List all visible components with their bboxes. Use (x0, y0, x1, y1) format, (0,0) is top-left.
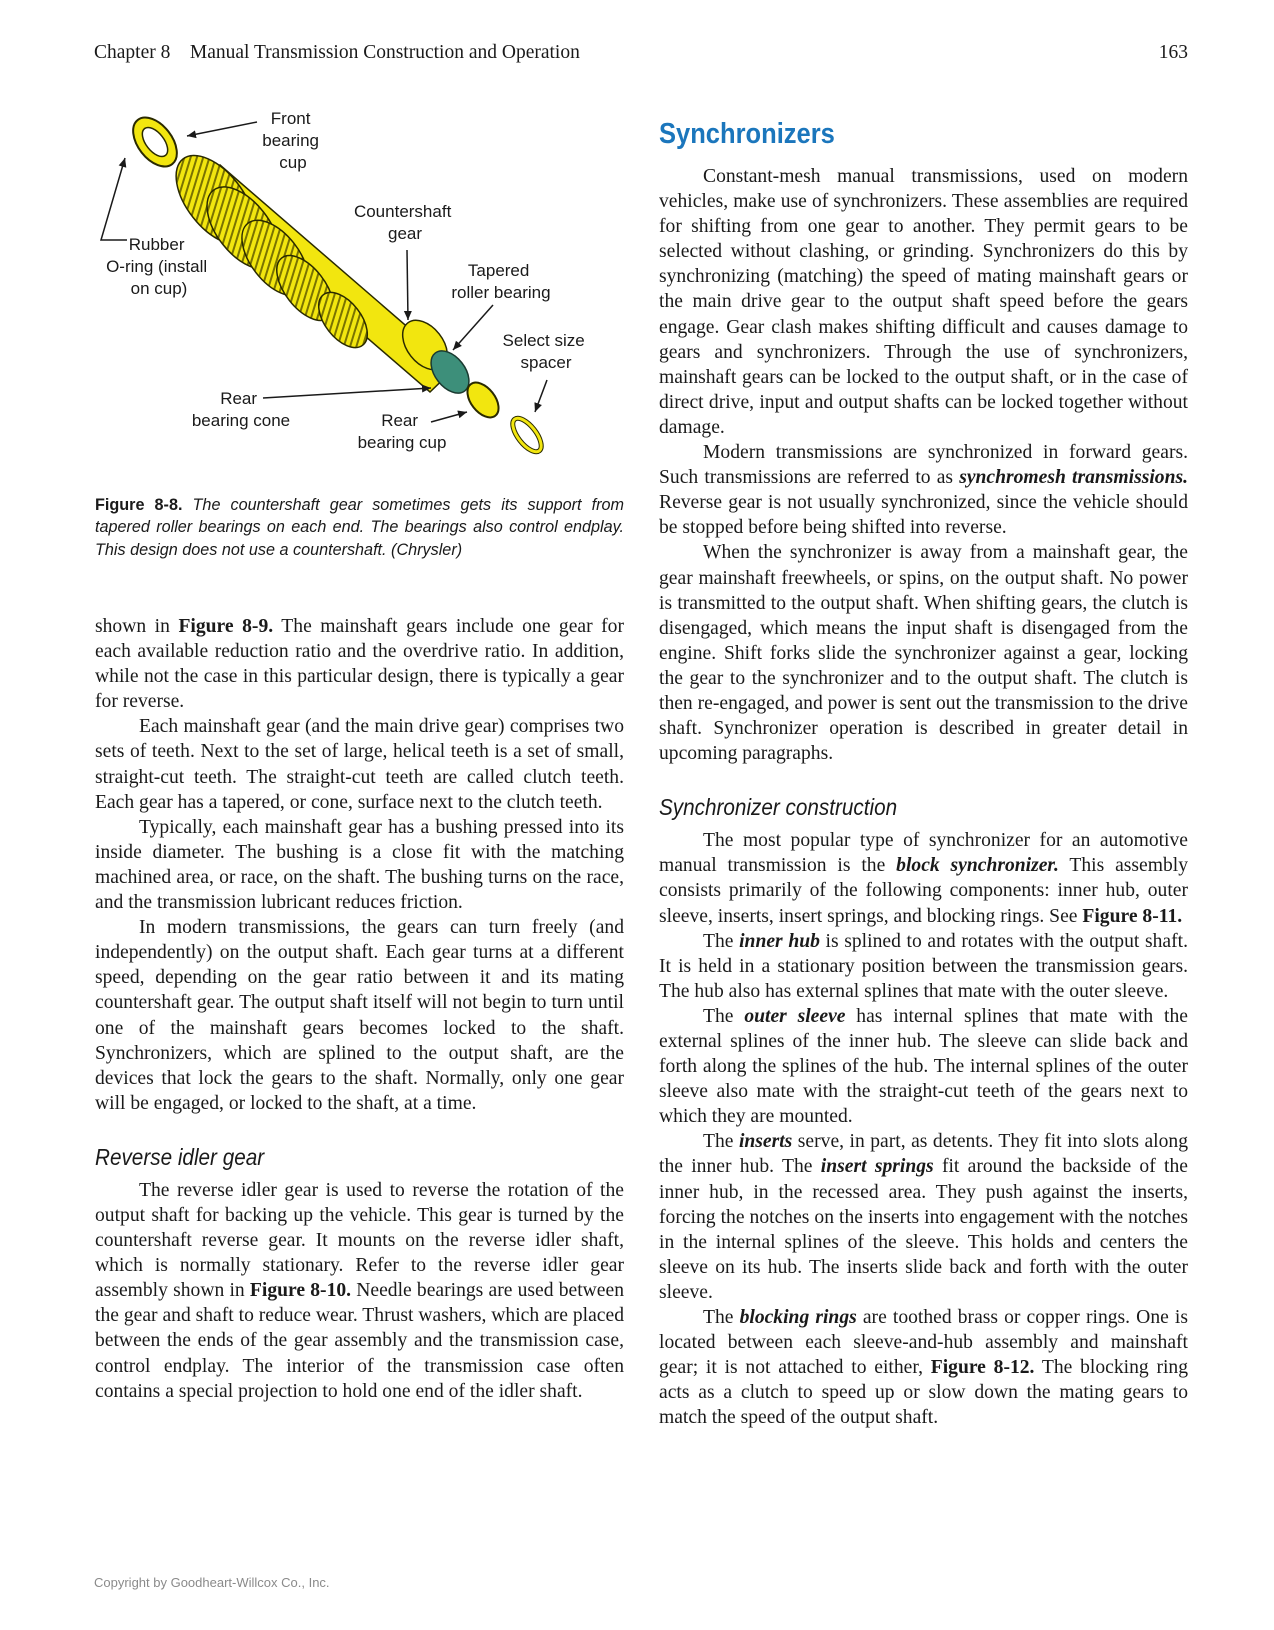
paragraph: The blocking rings are toothed brass or copper rings. One is located between each sleeve-and-hub assembly and mainshaft gear; it is not attached to either, Figure 8-12. The blocking ring acts as a clutch to speed up or slow down the mating gears to match the speed of the output shaft. (659, 1307, 1189, 1429)
key-term: insert springs (820, 1156, 934, 1178)
figure-reference: Figure 8-9. (178, 616, 274, 637)
label-tapered-roller-bearing: Tapered roller bearing (451, 261, 551, 302)
label-rubber-oring: Rubber O-ring (install on cup) (106, 235, 208, 298)
key-term: block synchronizer. (896, 855, 1059, 877)
countershaft-gear-illustration (95, 100, 629, 485)
copyright-footer: Copyright by Goodheart-Willcox Co., Inc. (94, 1575, 330, 1590)
running-header (94, 42, 1188, 72)
paragraph: shown in Figure 8-9. The mainshaft gears include one gear for each available reduction ratio and the overdrive ratio. In addition, while not the case in this particular design, there is typically a gear for reverse. (95, 616, 624, 713)
figure-reference: Figure 8-12. (930, 1357, 1035, 1379)
label-rear-bearing-cup: Rear bearing cup (357, 411, 447, 452)
paragraph: The inserts serve, in part, as detents. They fit into slots along the inner hub. The insert springs fit around the backside of the inner hub, in the recessed area. They push against the inserts, forcing the notches on the inserts into engagement with the notches in the internal splines of the sleeve. This holds and centers the sleeve on its hub. The inserts slide back and forth with the outer sleeve. (659, 1131, 1188, 1303)
chapter-title: Manual Transmission Construction and Operation (189, 42, 580, 63)
caption-number: Figure 8-8. (95, 496, 183, 514)
key-term: blocking rings (739, 1307, 857, 1329)
key-term: synchromesh transmissions. (959, 467, 1189, 489)
caption-text: The countershaft gear sometimes gets its support from tapered roller bearings on each end. The bearings also control endplay. This design does not use a countershaft. (Chrysler) (95, 496, 624, 559)
paragraph: When the synchronizer is away from a mainshaft gear, the gear mainshaft freewheels, or spins, on the output shaft. No power is transmitted to the output shaft. When shifting gears, the clutch is disengaged, which means the input shaft is disengaged from the engine. Shift forks slide the synchronizer against a gear, locking the gear to the synchronizer and to the output shaft. The clutch is then re-engaged, and power is sent out the transmission to the drive shaft. Synchronizer operation is described in greater detail in upcoming paragraphs. (659, 542, 1188, 765)
paragraph: The outer sleeve has internal splines that mate with the external splines of the inner hub. The sleeve can slide back and forth along the splines of the hub. The internal splines of the outer sleeve also mate with the straight-cut teeth of the gears next to which they are mounted. (659, 1005, 1188, 1128)
figure-8-8 (95, 100, 629, 485)
label-front-bearing-cup: Front bearing cup (262, 109, 319, 172)
paragraph: Constant-mesh manual transmissions, used on modern vehicles, make use of synchronizers. These assemblies are required for shifting from one gear to another. They permit gears to be selected without clashing, or grinding. Synchronizers do this by synchronizing (matching) the speed of mating mainshaft gears or the main drive gear to the output shaft speed before the gears engage. Gear clash makes shifting difficult and causes damage to gears and synchronizers. Through the use of synchronizers, mainshaft gears can be locked to the output shaft, or in the case of direct drive, input and output shafts can be locked together without damage. (659, 166, 1188, 438)
figure-reference: Figure 8-10. (249, 1280, 352, 1302)
subheading-reverse-idler-gear: Reverse idler gear (95, 1143, 265, 1170)
left-column (95, 614, 624, 1404)
paragraph: Modern transmissions are synchronized in forward gears. Such transmissions are referred to as synchromesh transmissions. Reverse gear is not usually synchronized, since the vehicle should be stopped before being shifted into reverse. (659, 442, 1189, 539)
paragraph: Each mainshaft gear (and the main drive gear) comprises two sets of teeth. Next to the set of large, helical teeth is a set of small, straight-cut teeth. The straight-cut teeth are called clutch teeth. Each gear has a tapered, or cone, surface next to the clutch teeth. (95, 716, 624, 813)
heading-synchronizers: Synchronizers (659, 118, 835, 150)
right-column (659, 116, 1188, 1431)
page-number: 163 (1158, 42, 1188, 63)
figure-caption (95, 494, 624, 561)
label-rear-bearing-cone: Rear bearing cone (191, 389, 291, 430)
key-term: inserts (738, 1131, 793, 1153)
chapter-number: Chapter 8 (94, 42, 171, 63)
paragraph: The most popular type of synchronizer for an automotive manual transmission is the block synchronizer. This assembly consists primarily of the following components: inner hub, outer sleeve, inserts, insert springs, and blocking rings. See Figure 8-11. (659, 830, 1188, 927)
header-chapter (94, 42, 580, 64)
paragraph: Typically, each mainshaft gear has a bushing pressed into its inside diameter. The bushing is a close fit with the matching machined area, or race, on the shaft. The bushing turns on the race, and the transmission lubricant reduces friction. (95, 816, 624, 914)
paragraph: In modern transmissions, the gears can turn freely (and independently) on the output shaft. Each gear turns at a different speed, depending on the gear ratio between it and its mating countershaft gear. The output shaft itself will not begin to turn until one of the mainshaft gears becomes locked to the shaft. Synchronizers, which are splined to the output shaft, are the devices that lock the gears to the shaft. Normally, only one gear will be engaged, or locked to the shaft, at a time. (95, 917, 624, 1114)
paragraph: The reverse idler gear is used to reverse the rotation of the output shaft for backing up the vehicle. This gear is turned by the countershaft reverse gear. It mounts on the reverse idler shaft, which is normally stationary. Refer to the reverse idler gear assembly shown in Figure 8-10. Needle bearings are used between the gear and shaft to reduce wear. Thrust washers, which are placed between the ends of the gear assembly and the transmission case, control endplay. The interior of the transmission case often contains a special projection to hold one end of the idler shaft. (95, 1179, 624, 1402)
subheading-synchronizer-construction: Synchronizer construction (659, 794, 898, 821)
key-term: outer sleeve (744, 1005, 846, 1027)
figure-reference: Figure 8-11. (1082, 905, 1183, 927)
paragraph: The inner hub is splined to and rotates with the output shaft. It is held in a stationary position between the transmission gears. The hub also has external splines that mate with the outer sleeve. (659, 930, 1188, 1002)
label-select-size-spacer: Select size spacer (502, 331, 585, 372)
key-term: inner hub (739, 930, 820, 952)
label-countershaft-gear: Countershaft gear (353, 202, 452, 243)
